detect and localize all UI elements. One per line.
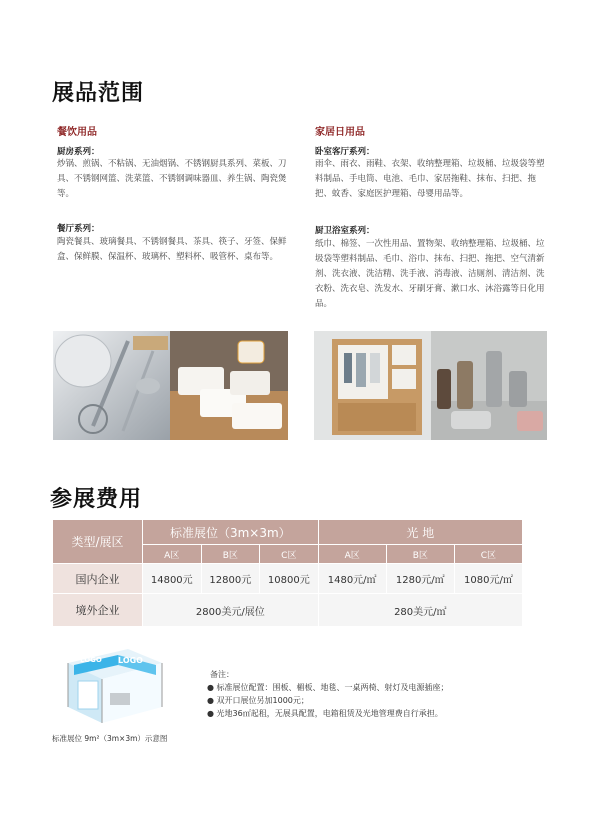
- ceramic-dishes-photo: [170, 331, 288, 440]
- group-text-bathroom: 纸巾、棉签、一次性用品、置物架、收纳整理箱、垃圾桶、垃圾袋等塑料制品、毛巾、浴巾、抹布、扫把、拖把、空气清新剂、洗衣液、洗洁精、洗手液、消毒液、洁厕剂、清洁剂、洗衣粉、洗衣皂、洗发水、牙刷牙膏、漱口水、沐浴露等日化用品。: [315, 239, 545, 309]
- notes-item: ● 标准展位配置：围板、楣板、地毯、一桌两椅、射灯及电源插座；: [207, 683, 449, 692]
- wardrobe-photo: [314, 331, 431, 440]
- foreign-space-fee: 280美元/㎡: [318, 594, 522, 627]
- notes-item: ● 双开口展位另加1000元；: [207, 696, 309, 705]
- fee-cell: 1480元/㎡: [318, 564, 386, 594]
- fees-section-title: 参展费用: [50, 487, 143, 512]
- booth-logo-left: LOGO: [80, 656, 102, 664]
- cutlery-photo: [53, 331, 170, 440]
- notes-title: 备注：: [210, 670, 234, 679]
- zone-header: B区: [386, 545, 454, 564]
- group-title-dining: 餐厅系列：: [57, 224, 100, 234]
- zone-header: A区: [143, 545, 202, 564]
- foreign-standard-fee: 2800美元/展位: [143, 594, 319, 627]
- group-title-kitchen: 厨房系列：: [57, 147, 100, 157]
- bathroom-set-photo: [431, 331, 547, 440]
- fee-table-corner: 类型/展区: [53, 520, 143, 564]
- fee-cell: 1280元/㎡: [386, 564, 454, 594]
- notes-item: ● 光地36㎡起租，无展具配置，电箱租赁及光地管理费自行承担。: [207, 709, 443, 718]
- raw-space-header: 光 地: [318, 520, 522, 545]
- domestic-label: 国内企业: [53, 564, 143, 594]
- category-catering: 餐饮用品: [57, 127, 97, 138]
- category-household: 家居日用品: [315, 127, 365, 138]
- booth-caption: 标准展位 9m²（3m×3m）示意图: [52, 734, 168, 743]
- group-text-bedroom: 雨伞、雨衣、雨鞋、衣架、收纳整理箱、垃圾桶、垃圾袋等塑料制品、手电筒、电池、毛巾、家居拖鞋、抹布、扫把、拖把、蚊香、家庭医护理箱、母婴用品等。: [315, 159, 545, 199]
- exhibits-section-title: 展品范围: [52, 81, 145, 106]
- fee-cell: 14800元: [143, 564, 202, 594]
- table-row: [53, 564, 523, 594]
- group-text-kitchen: 炒锅、煎锅、不粘锅、无油烟锅、不锈钢厨具系列、菜板、刀具、不锈钢网篮、洗菜篮、不锈钢调味器皿、养生锅、陶瓷煲等。: [57, 159, 287, 199]
- zone-header: B区: [201, 545, 260, 564]
- fee-cell: 1080元/㎡: [454, 564, 522, 594]
- table-row: [53, 594, 523, 627]
- group-title-bedroom: 卧室客厅系列：: [315, 147, 375, 157]
- zone-header: C区: [260, 545, 319, 564]
- fee-cell: 10800元: [260, 564, 319, 594]
- zone-header: C区: [454, 545, 522, 564]
- booth-illustration: [58, 645, 168, 727]
- foreign-label: 境外企业: [53, 594, 143, 627]
- fee-table: [52, 519, 523, 627]
- zone-header: A区: [318, 545, 386, 564]
- fee-cell: 12800元: [201, 564, 260, 594]
- standard-booth-header: 标准展位（3m×3m）: [143, 520, 319, 545]
- booth-logo-right: LOGO: [118, 656, 143, 665]
- group-title-bathroom: 厨卫浴室系列：: [315, 226, 375, 236]
- group-text-dining: 陶瓷餐具、玻璃餐具、不锈钢餐具、茶具、筷子、牙签、保鲜盒、保鲜膜、保温杯、玻璃杯、塑料杯、吸管杯、桌布等。: [57, 237, 287, 262]
